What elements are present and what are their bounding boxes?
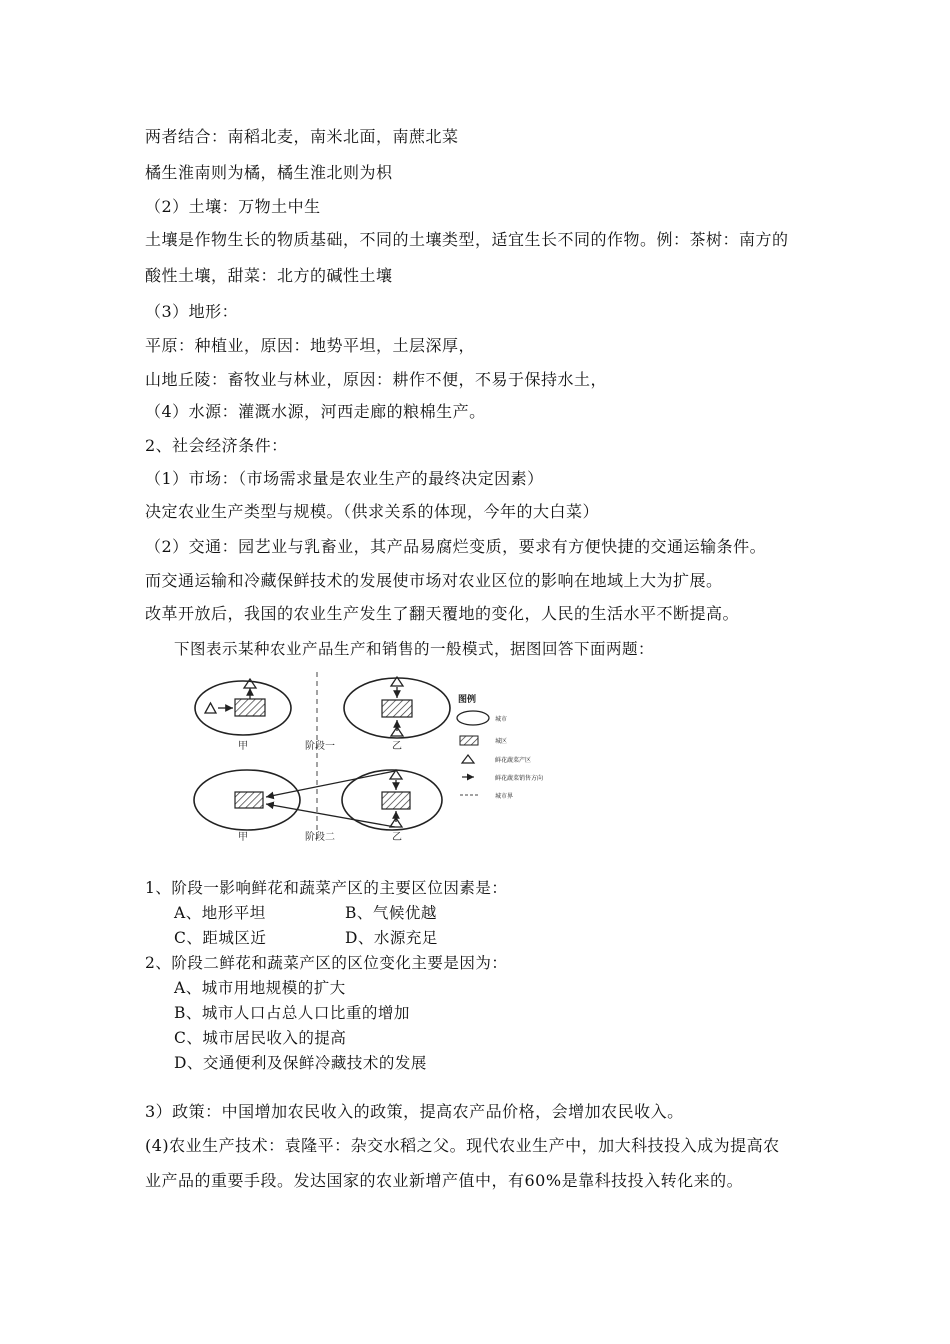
legend [457,693,543,800]
urban-area-yi-stage1 [382,700,412,717]
section-heading-water: （4）水源：灌溉水源，河西走廊的粮棉生产。 [145,402,486,421]
paragraph: 改革开放后，我国的农业生产发生了翻天覆地的变化，人民的生活水平不断提高。 [145,604,740,623]
paragraph: 山地丘陵：畜牧业与林业，原因：耕作不便，不易于保持水土， [145,370,608,389]
q1-option-a: A、地形平坦 [174,904,266,922]
q2-option-d: D、交通便利及保鲜冷藏技术的发展 [174,1054,427,1072]
paragraph: 橘生淮南则为橘，橘生淮北则为枳 [145,163,393,182]
paragraph: 决定农业生产类型与规模。（供求关系的体现，今年的大白菜） [145,502,600,521]
q1-option-b: B、气候优越 [345,904,437,922]
paragraph: 土壤是作物生长的物质基础，不同的土壤类型，适宜生长不同的作物。例：茶树：南方的 [145,230,789,249]
legend-urban-label: 城区 [495,738,508,745]
q1-option-c: C、距城区近 [174,929,267,947]
section-heading-socioeconomic: 2、社会经济条件： [145,436,288,455]
legend-production-icon [462,755,474,763]
urban-area-jia-stage2 [235,792,263,808]
q2-option-c: C、城市居民收入的提高 [174,1029,347,1047]
section-heading-policy: 3）政策：中国增加农民收入的政策，提高农产品价格，会增加农民收入。 [145,1102,684,1121]
question-intro: 下图表示某种农业产品生产和销售的一般模式，据图回答下面两题： [174,640,655,658]
q2-option-a: A、城市用地规模的扩大 [174,979,346,997]
label-stage2: 阶段二 [305,832,335,843]
section-heading-transport: （2）交通：园艺业与乳畜业，其产品易腐烂变质，要求有方便快捷的交通运输条件。 [145,537,767,556]
label-jia: 甲 [238,832,248,843]
question-2: 2、阶段二鲜花和蔬菜产区的区位变化主要是因为： [145,954,508,972]
urban-area-jia-stage1 [235,699,265,716]
diagram-figure [192,670,572,850]
legend-city-icon [457,711,489,725]
legend-urban-icon [460,736,478,745]
paragraph: 两者结合：南稻北麦，南米北面，南蔗北菜 [145,127,459,146]
legend-area-label: 鲜花蔬菜产区 [495,757,532,764]
paragraph: 平原：种植业，原因：地势平坦，土层深厚， [145,336,476,355]
paragraph: 业产品的重要手段。发达国家的农业新增产值中，有60%是靠科技投入转化来的。 [145,1171,744,1190]
urban-area-yi-stage2 [382,792,410,809]
question-1: 1、阶段一影响鲜花和蔬菜产区的主要区位因素是： [145,879,508,897]
legend-title: 图例 [458,695,477,705]
legend-city-label: 城市 [495,716,508,723]
section-heading-market: （1）市场：（市场需求量是农业生产的最终决定因素） [145,469,544,488]
paragraph: 酸性土壤，甜菜：北方的碱性土壤 [145,266,393,285]
section-heading-terrain: （3）地形： [145,302,239,321]
q1-option-d: D、水源充足 [345,929,438,947]
section-heading-soil: （2）土壤：万物土中生 [145,197,321,216]
sales-arrow-icon [266,804,395,827]
paragraph: 而交通运输和冷藏保鲜技术的发展使市场对农业区位的影响在地域上大为扩展。 [145,571,723,590]
label-yi: 乙 [392,832,402,843]
label-yi: 乙 [392,741,402,752]
label-stage1: 阶段一 [305,741,335,752]
q2-option-b: B、城市人口占总人口比重的增加 [174,1004,410,1022]
legend-direction-label: 鲜花蔬菜销售方向 [495,775,544,782]
section-heading-technology: (4)农业生产技术：袁隆平：杂交水稻之父。现代农业生产中，加大科技投入成为提高农 [145,1136,780,1155]
legend-boundary-label: 城市界 [495,793,514,800]
production-area-icon [205,703,216,713]
label-jia: 甲 [238,741,248,752]
sales-arrow-icon [266,771,395,797]
